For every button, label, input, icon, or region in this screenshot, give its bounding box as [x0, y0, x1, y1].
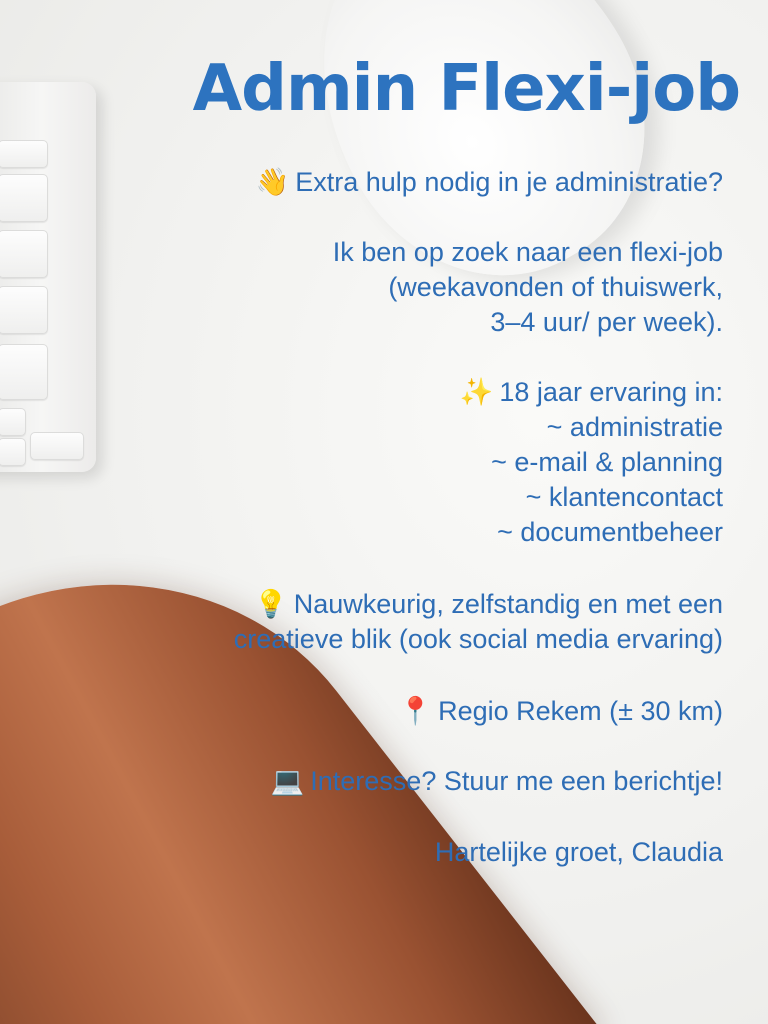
waving-hand-icon: 👋: [255, 167, 290, 198]
region-line: 📍 Regio Rekem (± 30 km): [398, 696, 723, 727]
qualities-line-2: creatieve blik (ook social media ervaring): [233, 624, 723, 654]
laptop-icon: 💻: [270, 766, 305, 797]
intro-line: 👋 Extra hulp nodig in je administratie?: [255, 167, 723, 198]
search-line-3: 3–4 uur/ per week).: [490, 307, 723, 337]
signature: Hartelijke groet, Claudia: [434, 837, 723, 867]
keyboard-image: [0, 82, 96, 472]
contact-line: 💻 Interesse? Stuur me een berichtje!: [270, 766, 723, 797]
search-line-2: (weekavonden of thuiswerk,: [388, 272, 723, 302]
page-title: Admin Flexi-job: [192, 52, 740, 126]
experience-item: ~ administratie: [546, 412, 723, 442]
experience-item: ~ e-mail & planning: [491, 447, 723, 477]
qualities-line-1: 💡 Nauwkeurig, zelfstandig en met een: [254, 589, 723, 620]
experience-item: ~ klantencontact: [525, 482, 723, 512]
search-line-1: Ik ben op zoek naar een flexi-job: [332, 237, 723, 267]
experience-heading: ✨ 18 jaar ervaring in:: [459, 377, 723, 408]
map-pin-icon: 📍: [398, 696, 433, 727]
experience-item: ~ documentbeheer: [497, 517, 723, 547]
sparkles-icon: ✨: [459, 377, 494, 408]
light-bulb-icon: 💡: [254, 589, 288, 620]
